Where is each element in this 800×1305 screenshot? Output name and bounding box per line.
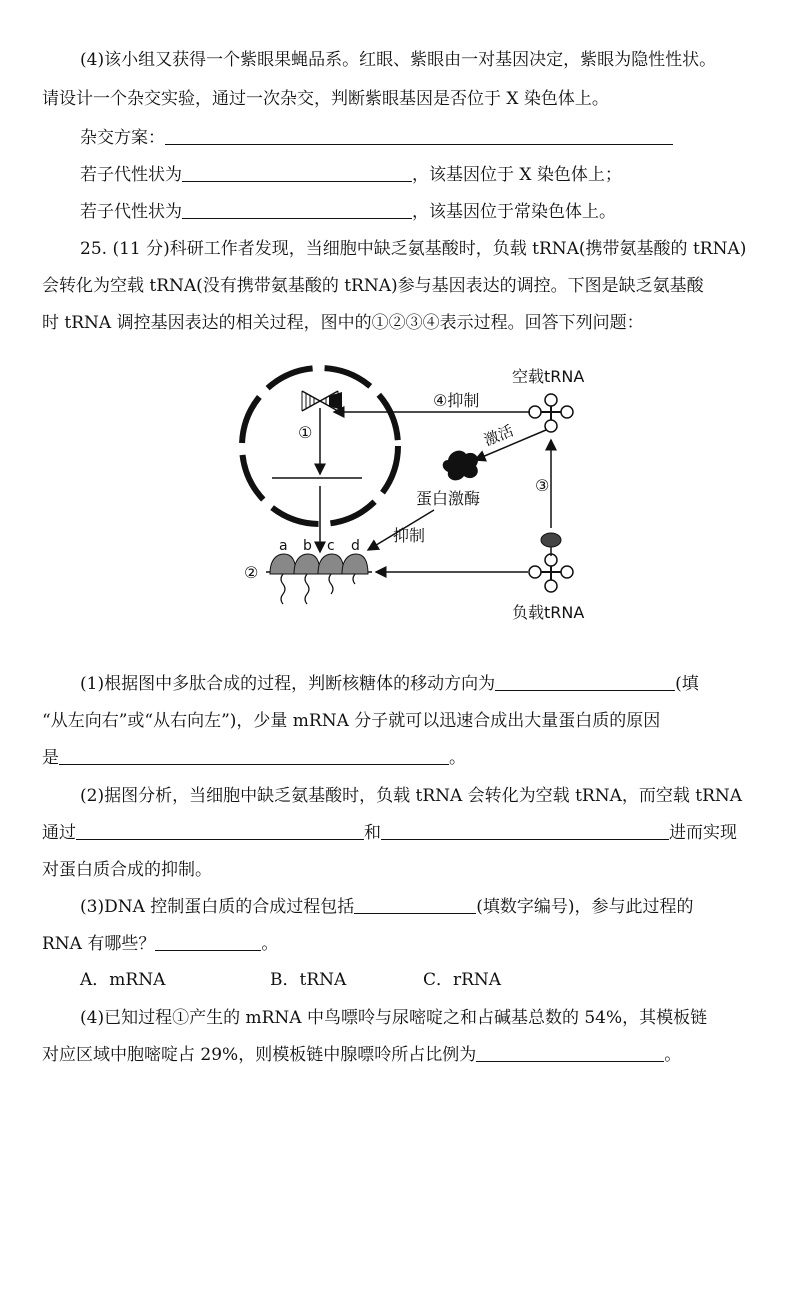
ribosome-c — [318, 554, 344, 594]
loaded-trna-icon — [529, 533, 573, 592]
empty-trna-icon — [529, 394, 573, 432]
sub1-line3 — [42, 746, 466, 770]
sub1-suffix: (填 — [675, 674, 699, 694]
reason-answer-blank[interactable] — [59, 746, 449, 765]
ribosome-label-a: a — [279, 538, 288, 554]
sub3-line1-prefix: (3)DNA 控制蛋白质的合成过程包括 — [80, 897, 355, 917]
pathway2-answer-blank[interactable] — [381, 821, 669, 840]
process-numbers-blank[interactable] — [354, 895, 476, 914]
ribosome-d — [342, 554, 368, 584]
inhibit-label: 抑制 — [393, 526, 426, 545]
sub1-line3-suffix: 。 — [449, 748, 466, 768]
sub3-line1 — [80, 895, 694, 919]
sub2-line2-suffix: 进而实现 — [669, 823, 737, 843]
protein-kinase-label: 蛋白激酶 — [416, 489, 481, 508]
q25-line2: 会转化为空载 tRNA(没有携带氨基酸的 tRNA)参与基因表达的调控。下图是缺乏氨基酸 — [42, 276, 704, 296]
option-a[interactable]: A．mRNA — [80, 970, 166, 990]
result2-answer-blank[interactable] — [182, 200, 412, 219]
part4-question-line2: 请设计一个杂交实验，通过一次杂交，判断紫眼基因是否位于 X 染色体上。 — [42, 89, 609, 109]
trna-regulation-diagram — [230, 356, 620, 636]
protein-kinase-blob — [443, 451, 478, 481]
direction-answer-blank[interactable] — [495, 672, 675, 691]
sub3-options — [80, 968, 501, 992]
result2-line — [80, 200, 616, 224]
sub1-line1 — [80, 672, 699, 696]
loaded-trna-label: 负载tRNA — [512, 603, 585, 622]
sub4-line2 — [42, 1043, 681, 1067]
pathway1-answer-blank[interactable] — [76, 821, 364, 840]
sub4-line2-prefix: 对应区域中胞嘧啶占 29%，则模板链中腺嘌呤所占比例为 — [42, 1045, 477, 1065]
sub3-line1-suffix: (填数字编号)，参与此过程的 — [476, 897, 694, 917]
sub2-line1: (2)据图分析，当细胞中缺乏氨基酸时，负载 tRNA 会转化为空载 tRNA，而空载 tRNA — [80, 786, 743, 806]
sub1-prefix: (1)根据图中多肽合成的过程，判断核糖体的移动方向为 — [80, 674, 496, 694]
ribosome-label-c: c — [327, 538, 335, 554]
step3-label: ③ — [535, 476, 550, 495]
result1-suffix: ，该基因位于 X 染色体上； — [412, 165, 622, 185]
result1-line — [80, 163, 622, 187]
empty-trna-label: 空载tRNA — [512, 367, 585, 386]
ribosome-label-d: d — [351, 538, 360, 554]
option-b[interactable]: B．tRNA — [270, 970, 347, 990]
rna-types-blank[interactable] — [155, 932, 261, 951]
result1-answer-blank[interactable] — [182, 163, 412, 182]
sub3-line2 — [42, 932, 278, 956]
step1-label: ① — [298, 423, 313, 442]
sub4-line2-suffix: 。 — [664, 1045, 682, 1065]
ribosome-b — [294, 554, 320, 604]
activate-label: 激活 — [481, 421, 516, 450]
sub1-line2: “从左向右”或“从右向左”)，少量 mRNA 分子就可以迅速合成出大量蛋白质的原因 — [42, 711, 661, 731]
scheme-label: 杂交方案： — [80, 128, 165, 148]
option-c[interactable]: C．rRNA — [423, 970, 502, 990]
sub3-line2-prefix: RNA 有哪些？ — [42, 934, 156, 954]
q25-line3: 时 tRNA 调控基因表达的相关过程，图中的①②③④表示过程。回答下列问题： — [42, 313, 644, 333]
sub2-line2-mid: 和 — [364, 823, 381, 843]
ribosome-label-b: b — [303, 538, 312, 554]
hybrid-scheme-line — [80, 126, 673, 150]
result1-prefix: 若子代性状为 — [80, 165, 182, 185]
sub1-line3-prefix: 是 — [42, 748, 59, 768]
inhibit4-label: ④抑制 — [433, 391, 480, 410]
result2-prefix: 若子代性状为 — [80, 202, 182, 222]
sub3-line2-suffix: 。 — [261, 934, 279, 954]
sub2-line2-prefix: 通过 — [42, 823, 76, 843]
sub2-line3: 对蛋白质合成的抑制。 — [42, 860, 212, 880]
step2-label: ② — [244, 563, 259, 582]
q25-line1: 25. (11 分)科研工作者发现，当细胞中缺乏氨基酸时，负载 tRNA(携带氨基酸的 tRNA) — [80, 239, 747, 259]
adenine-ratio-blank[interactable] — [476, 1043, 664, 1062]
sub4-line1: (4)已知过程①产生的 mRNA 中鸟嘌呤与尿嘧啶之和占碱基总数的 54%，其模板链 — [80, 1008, 708, 1028]
ribosome-a — [270, 554, 296, 604]
scheme-answer-blank[interactable] — [165, 126, 673, 145]
result2-suffix: ，该基因位于常染色体上。 — [412, 202, 616, 222]
dna-icon — [302, 391, 342, 411]
part4-question-line1: (4)该小组又获得一个紫眼果蝇品系。红眼、紫眼由一对基因决定，紫眼为隐性性状。 — [80, 50, 717, 70]
sub2-line2 — [42, 821, 737, 845]
